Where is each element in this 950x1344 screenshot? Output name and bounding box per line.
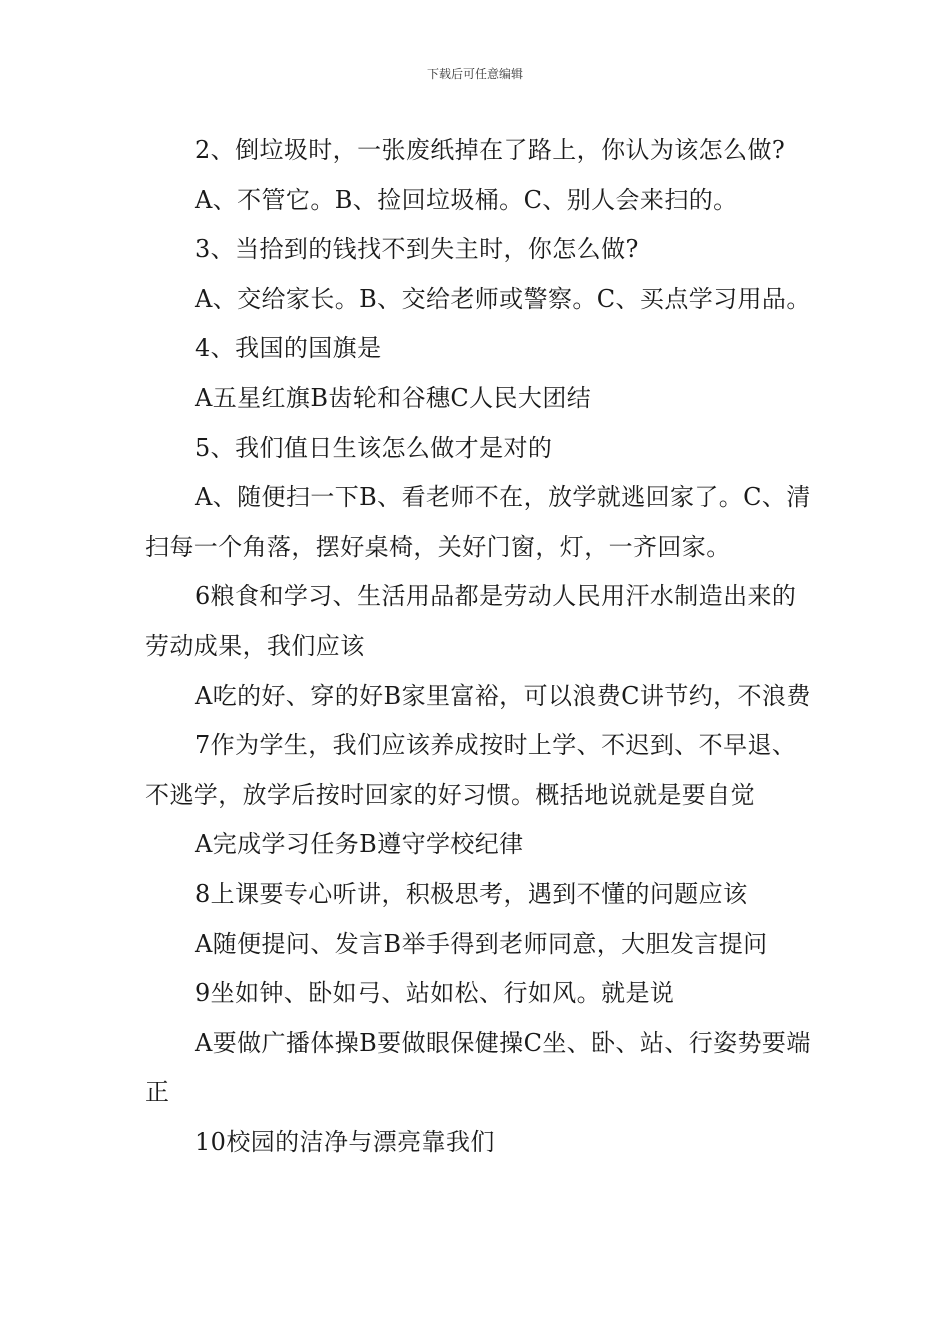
- question-5: 5、我们值日生该怎么做才是对的: [195, 433, 553, 462]
- question-9-options: A要做广播体操B要做眼保健操C坐、卧、站、行姿势要端正: [145, 1028, 811, 1107]
- question-2-options: A、不管它。B、捡回垃圾桶。C、别人会来扫的。: [195, 185, 738, 214]
- question-3-options: A、交给家长。B、交给老师或警察。C、买点学习用品。: [195, 284, 811, 313]
- document-body: [145, 126, 815, 1167]
- page-header: 下载后可任意编辑: [426, 67, 523, 81]
- question-6-options: A吃的好、穿的好B家里富裕，可以浪费C讲节约，不浪费: [195, 681, 811, 710]
- question-6: 6粮食和学习、生活用品都是劳动人民用汗水制造出来的劳动成果，我们应该: [145, 582, 797, 660]
- question-9: 9坐如钟、卧如弓、站如松、行如风。就是说: [195, 979, 675, 1008]
- question-10: 10校园的洁净与漂亮靠我们: [195, 1127, 495, 1156]
- question-4-options: A五星红旗B齿轮和谷穗C人民大团结: [195, 383, 592, 412]
- question-8: 8上课要专心听讲，积极思考，遇到不懂的问题应该: [195, 879, 748, 908]
- question-7-options: A完成学习任务B遵守学校纪律: [195, 830, 524, 859]
- question-5-options: A、随便扫一下B、看老师不在，放学就逃回家了。C、清扫每一个角落，摆好桌椅，关好门窗，灯，一齐回家。: [145, 483, 811, 561]
- question-3: 3、当拾到的钱找不到失主时，你怎么做?: [195, 235, 639, 264]
- question-2: 2、倒垃圾时，一张废纸掉在了路上，你认为该怎么做?: [195, 136, 786, 164]
- question-7: 7作为学生，我们应该养成按时上学、不迟到、不早退、不逃学，放学后按时回家的好习惯。概括地说就是要自觉: [145, 731, 797, 809]
- question-4: 4、我国的国旗是: [195, 334, 382, 363]
- question-8-options: A随便提问、发言B举手得到老师同意，大胆发言提问: [195, 929, 768, 958]
